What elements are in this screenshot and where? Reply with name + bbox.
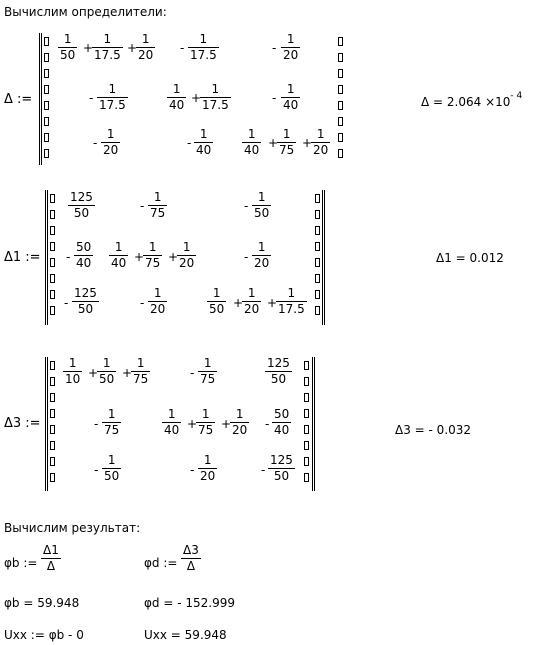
placeholder-mark	[44, 85, 49, 94]
plus-sign: +	[88, 366, 99, 380]
placeholder-mark	[315, 194, 320, 203]
fraction: 1 17.5	[202, 82, 229, 112]
plus-sign: +	[267, 296, 278, 310]
fraction: 1 40	[169, 82, 185, 112]
fraction: 1 40	[283, 82, 299, 112]
phi-b-lhs: φb :=	[4, 556, 38, 570]
minus-sign: -	[66, 250, 71, 264]
placeholder-mark	[44, 117, 49, 126]
fraction: 1 17.5	[94, 32, 121, 62]
fraction: 1 20	[138, 32, 154, 62]
plus-sign: +	[268, 136, 279, 150]
placeholder-mark	[50, 290, 55, 299]
fraction: 1 20	[103, 127, 119, 157]
delta3-result: Δ3 = - 0.032	[395, 423, 472, 437]
placeholder-mark	[44, 37, 49, 46]
fraction: 1 75	[104, 407, 120, 437]
fraction: 1 17.5	[278, 286, 305, 316]
placeholder-mark	[304, 409, 309, 418]
uxx-definition: Uxx := φb - 0	[4, 628, 84, 642]
delta3-left-bracket	[45, 357, 46, 491]
heading-result: Вычислим результат:	[4, 521, 141, 535]
placeholder-mark	[50, 409, 55, 418]
placeholder-mark	[50, 226, 55, 235]
fraction: 1 40	[164, 407, 180, 437]
fraction: 1 20	[283, 32, 299, 62]
phi-b-fraction: Δ1 Δ	[43, 543, 59, 573]
delta-left-bracket	[39, 33, 40, 165]
placeholder-mark	[50, 473, 55, 482]
fraction: 1 75	[279, 127, 295, 157]
minus-sign: -	[180, 41, 185, 55]
placeholder-mark	[304, 425, 309, 434]
placeholder-mark	[50, 194, 55, 203]
phi-d-lhs: φd :=	[144, 556, 178, 570]
delta3-right-bracket	[312, 357, 313, 491]
placeholder-mark	[50, 425, 55, 434]
fraction: 125 50	[70, 190, 93, 220]
minus-sign: -	[272, 41, 277, 55]
delta1-lhs: Δ1 :=	[4, 250, 41, 265]
plus-sign: +	[127, 41, 138, 55]
delta1-right-bracket-inner	[324, 190, 325, 325]
fraction: 125 50	[74, 286, 97, 316]
placeholder-mark	[50, 457, 55, 466]
plus-sign: +	[233, 296, 244, 310]
fraction: 1 20	[254, 240, 270, 270]
minus-sign: -	[244, 250, 249, 264]
placeholder-mark	[304, 361, 309, 370]
placeholder-mark	[304, 393, 309, 402]
placeholder-mark	[304, 473, 309, 482]
placeholder-mark	[50, 441, 55, 450]
fraction: 1 40	[244, 127, 260, 157]
fraction: 1 10	[65, 356, 81, 386]
placeholder-mark	[304, 441, 309, 450]
minus-sign: -	[244, 199, 249, 213]
fraction: 1 75	[145, 240, 161, 270]
placeholder-mark	[50, 306, 55, 315]
delta-left-bracket-inner	[41, 33, 42, 165]
minus-sign: -	[140, 199, 145, 213]
minus-sign: -	[261, 463, 266, 477]
uxx-result: Uxx = 59.948	[144, 628, 227, 642]
delta3-lhs: Δ3 :=	[4, 416, 41, 431]
fraction: 1 40	[196, 127, 212, 157]
plus-sign: +	[187, 417, 198, 431]
delta1-left-bracket-inner	[47, 190, 48, 325]
delta-result: $\Delta = 2.064 \times 10^{- 4}$	[421, 91, 523, 109]
placeholder-mark	[50, 377, 55, 386]
plus-sign: +	[191, 91, 202, 105]
fraction: 1 50	[99, 356, 115, 386]
fraction: 50 40	[274, 407, 290, 437]
placeholder-mark	[50, 210, 55, 219]
placeholder-mark	[50, 361, 55, 370]
plus-sign: +	[168, 250, 179, 264]
placeholder-mark	[315, 290, 320, 299]
fraction: 1 50	[60, 32, 76, 62]
phi-d-fraction: Δ3 Δ	[183, 543, 199, 573]
minus-sign: -	[64, 296, 69, 310]
heading-determinants: Вычислим определители:	[4, 5, 167, 19]
placeholder-mark	[304, 457, 309, 466]
placeholder-mark	[315, 274, 320, 283]
delta3-right-bracket-inner	[314, 357, 315, 491]
fraction: 1 20	[200, 453, 216, 483]
fraction: 1 75	[133, 356, 149, 386]
minus-sign: -	[265, 417, 270, 431]
minus-sign: -	[94, 417, 99, 431]
fraction: 1 20	[150, 286, 166, 316]
placeholder-mark	[44, 133, 49, 142]
placeholder-mark	[44, 101, 49, 110]
placeholder-mark	[50, 274, 55, 283]
placeholder-mark	[338, 149, 343, 158]
placeholder-mark	[338, 69, 343, 78]
placeholder-mark	[338, 117, 343, 126]
delta1-right-bracket	[322, 190, 323, 325]
minus-sign: -	[187, 136, 192, 150]
fraction: 1 20	[313, 127, 329, 157]
fraction: 1 20	[232, 407, 248, 437]
phi-b-result: φb = 59.948	[4, 596, 80, 610]
delta1-left-bracket	[45, 190, 46, 325]
phi-d-result: φd = - 152.999	[144, 596, 235, 610]
fraction: 1 50	[104, 453, 120, 483]
placeholder-mark	[315, 242, 320, 251]
fraction: 125 50	[267, 356, 290, 386]
fraction: 1 17.5	[190, 32, 217, 62]
minus-sign: -	[140, 296, 145, 310]
minus-sign: -	[190, 463, 195, 477]
placeholder-mark	[338, 37, 343, 46]
placeholder-mark	[44, 149, 49, 158]
placeholder-mark	[50, 258, 55, 267]
placeholder-mark	[44, 53, 49, 62]
fraction: 1 75	[150, 190, 166, 220]
placeholder-mark	[315, 210, 320, 219]
plus-sign: +	[302, 136, 313, 150]
placeholder-mark	[338, 133, 343, 142]
fraction: 125 50	[270, 453, 293, 483]
plus-sign: +	[221, 417, 232, 431]
plus-sign: +	[83, 41, 94, 55]
plus-sign: +	[134, 250, 145, 264]
placeholder-mark	[50, 393, 55, 402]
minus-sign: -	[190, 366, 195, 380]
fraction: 1 17.5	[99, 82, 126, 112]
placeholder-mark	[338, 101, 343, 110]
fraction: 1 50	[209, 286, 225, 316]
placeholder-mark	[338, 53, 343, 62]
fraction: 1 50	[254, 190, 270, 220]
fraction: 1 75	[200, 356, 216, 386]
minus-sign: -	[89, 91, 94, 105]
placeholder-mark	[315, 258, 320, 267]
placeholder-mark	[315, 306, 320, 315]
fraction: 1 20	[179, 240, 195, 270]
minus-sign: -	[93, 136, 98, 150]
placeholder-mark	[304, 377, 309, 386]
plus-sign: +	[122, 366, 133, 380]
placeholder-mark	[338, 85, 343, 94]
fraction: 50 40	[76, 240, 92, 270]
delta-lhs: Δ :=	[4, 92, 33, 107]
placeholder-mark	[44, 69, 49, 78]
placeholder-mark	[315, 226, 320, 235]
minus-sign: -	[94, 463, 99, 477]
minus-sign: -	[272, 91, 277, 105]
fraction: 1 75	[198, 407, 214, 437]
delta1-result: Δ1 = 0.012	[436, 251, 504, 265]
fraction: 1 40	[111, 240, 127, 270]
placeholder-mark	[50, 242, 55, 251]
delta3-left-bracket-inner	[47, 357, 48, 491]
fraction: 1 20	[244, 286, 260, 316]
